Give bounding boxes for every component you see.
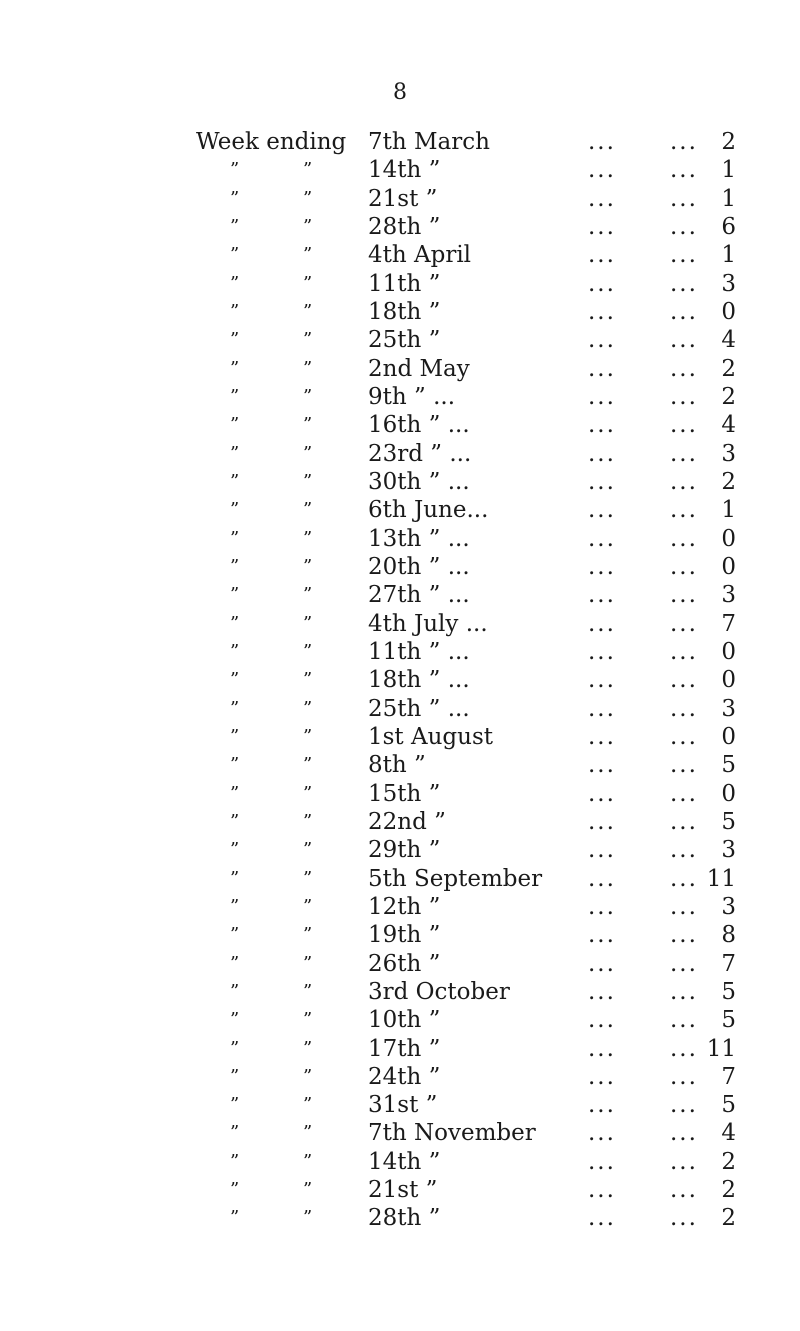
row-count: 5 (721, 752, 736, 779)
ditto-mark: ” (230, 612, 240, 634)
ditto-mark: ” (230, 1094, 240, 1116)
row-date: 28th ” (368, 213, 441, 240)
row-date: 26th ” (368, 950, 441, 977)
dot-leader: ... (588, 1035, 616, 1062)
ditto-mark: ” (303, 555, 313, 577)
ditto-mark: ” (230, 499, 240, 521)
dot-leader: ... (670, 780, 698, 807)
ditto-mark: ” (230, 442, 240, 464)
row-date: 24th ” (368, 1063, 441, 1090)
table-row (0, 950, 800, 978)
table-row (0, 836, 800, 864)
dot-leader: ... (588, 695, 616, 722)
ditto-mark: ” (230, 952, 240, 974)
row-count: 2 (721, 1205, 736, 1232)
row-count: 7 (721, 950, 736, 977)
table-row (0, 525, 800, 553)
dot-leader: ... (670, 270, 698, 297)
table-row (0, 496, 800, 524)
ditto-mark: ” (230, 244, 240, 266)
row-date: 3rd October (368, 978, 510, 1005)
table-row (0, 638, 800, 666)
row-count: 4 (721, 1120, 736, 1147)
table-row (0, 695, 800, 723)
dot-leader: ... (588, 808, 616, 835)
ditto-mark: ” (303, 300, 313, 322)
ditto-mark: ” (303, 215, 313, 237)
table-row (0, 978, 800, 1006)
row-date: 23rd ” ... (368, 440, 472, 467)
row-count: 2 (721, 383, 736, 410)
ditto-mark: ” (303, 414, 313, 436)
dot-leader: ... (670, 298, 698, 325)
row-count: 2 (721, 468, 736, 495)
ditto-mark: ” (303, 1207, 313, 1229)
table-row (0, 1204, 800, 1232)
table-row (0, 241, 800, 269)
row-count: 2 (721, 1148, 736, 1175)
row-date: 4th April (368, 242, 472, 269)
dot-leader: ... (670, 242, 698, 269)
row-count: 4 (721, 412, 736, 439)
ditto-mark: ” (303, 385, 313, 407)
table-row (0, 468, 800, 496)
ditto-mark: ” (230, 669, 240, 691)
dot-leader: ... (588, 752, 616, 779)
table-row (0, 723, 800, 751)
row-date: 12th ” (368, 893, 441, 920)
ditto-mark: ” (230, 1122, 240, 1144)
dot-leader: ... (670, 525, 698, 552)
table-row (0, 440, 800, 468)
ditto-mark: ” (303, 187, 313, 209)
ditto-mark: ” (230, 1009, 240, 1031)
row-count: 0 (721, 553, 736, 580)
dot-leader: ... (670, 1148, 698, 1175)
ditto-mark: ” (230, 159, 240, 181)
dot-leader: ... (588, 298, 616, 325)
dot-leader: ... (670, 893, 698, 920)
dot-leader: ... (588, 780, 616, 807)
ditto-mark: ” (230, 329, 240, 351)
dot-leader: ... (670, 582, 698, 609)
dot-leader: ... (588, 355, 616, 382)
ditto-mark: ” (230, 810, 240, 832)
ditto-mark: ” (230, 895, 240, 917)
ditto-mark: ” (230, 725, 240, 747)
dot-leader: ... (670, 468, 698, 495)
dot-leader: ... (670, 638, 698, 665)
row-date: 19th ” (368, 922, 441, 949)
dot-leader: ... (588, 270, 616, 297)
table-row (0, 326, 800, 354)
row-count: 0 (721, 638, 736, 665)
dot-leader: ... (670, 922, 698, 949)
dot-leader: ... (588, 497, 616, 524)
ditto-mark: ” (303, 1037, 313, 1059)
ditto-mark: ” (230, 1150, 240, 1172)
ditto-mark: ” (230, 215, 240, 237)
ditto-mark: ” (303, 244, 313, 266)
ditto-mark: ” (230, 782, 240, 804)
dot-leader: ... (588, 1007, 616, 1034)
ditto-mark: ” (230, 272, 240, 294)
table-row (0, 355, 800, 383)
row-count: 3 (721, 582, 736, 609)
row-count: 5 (721, 808, 736, 835)
row-count: 7 (721, 610, 736, 637)
dot-leader: ... (588, 837, 616, 864)
row-count: 1 (721, 185, 736, 212)
row-date: 14th ” (368, 1148, 441, 1175)
ditto-mark: ” (230, 385, 240, 407)
dot-leader: ... (670, 327, 698, 354)
dot-leader: ... (588, 383, 616, 410)
table-row (0, 1176, 800, 1204)
weekly-table (0, 128, 800, 1233)
dot-leader: ... (588, 865, 616, 892)
table-row (0, 1119, 800, 1147)
row-date: 18th ” ... (368, 667, 470, 694)
dot-leader: ... (670, 1007, 698, 1034)
row-date: 9th ” ... (368, 383, 456, 410)
row-count: 5 (721, 978, 736, 1005)
dot-leader: ... (588, 1120, 616, 1147)
dot-leader: ... (670, 185, 698, 212)
table-row (0, 411, 800, 439)
table-row (0, 1006, 800, 1034)
table-row (0, 1148, 800, 1176)
row-count: 0 (721, 667, 736, 694)
dot-leader: ... (588, 1092, 616, 1119)
dot-leader: ... (670, 213, 698, 240)
row-date: 1st August (368, 723, 493, 750)
dot-leader: ... (670, 412, 698, 439)
ditto-mark: ” (230, 584, 240, 606)
ditto-mark: ” (303, 1094, 313, 1116)
ditto-mark: ” (303, 980, 313, 1002)
dot-leader: ... (670, 837, 698, 864)
ditto-mark: ” (230, 754, 240, 776)
row-count: 7 (721, 1063, 736, 1090)
row-count: 0 (721, 525, 736, 552)
ditto-mark: ” (303, 1009, 313, 1031)
table-row (0, 270, 800, 298)
dot-leader: ... (670, 1092, 698, 1119)
row-date: 15th ” (368, 780, 441, 807)
row-date: 20th ” ... (368, 553, 470, 580)
ditto-mark: ” (303, 357, 313, 379)
dot-leader: ... (670, 1120, 698, 1147)
row-date: 14th ” (368, 157, 441, 184)
dot-leader: ... (670, 723, 698, 750)
ditto-mark: ” (230, 924, 240, 946)
row-date: 16th ” ... (368, 412, 470, 439)
ditto-mark: ” (303, 442, 313, 464)
table-row (0, 553, 800, 581)
dot-leader: ... (670, 383, 698, 410)
row-count: 3 (721, 270, 736, 297)
ditto-mark: ” (230, 697, 240, 719)
dot-leader: ... (588, 1148, 616, 1175)
table-row (0, 581, 800, 609)
row-count: 5 (721, 1092, 736, 1119)
row-count: 3 (721, 893, 736, 920)
table-row (0, 298, 800, 326)
dot-leader: ... (588, 242, 616, 269)
dot-leader: ... (588, 723, 616, 750)
row-date: 7th November (368, 1120, 536, 1147)
row-date: 27th ” ... (368, 582, 470, 609)
ditto-mark: ” (230, 357, 240, 379)
ditto-mark: ” (303, 329, 313, 351)
ditto-mark: ” (303, 867, 313, 889)
row-count: 11 (706, 865, 736, 892)
row-date: 6th June... (368, 497, 489, 524)
dot-leader: ... (670, 1035, 698, 1062)
dot-leader: ... (588, 412, 616, 439)
dot-leader: ... (670, 695, 698, 722)
dot-leader: ... (588, 440, 616, 467)
table-row (0, 128, 800, 156)
table-row (0, 808, 800, 836)
ditto-mark: ” (230, 1179, 240, 1201)
ditto-mark: ” (303, 725, 313, 747)
row-date: 28th ” (368, 1205, 441, 1232)
table-row (0, 1035, 800, 1063)
dot-leader: ... (588, 129, 616, 155)
row-date: 21st ” (368, 1177, 438, 1204)
dot-leader: ... (670, 553, 698, 580)
row-date: 18th ” (368, 298, 441, 325)
ditto-mark: ” (303, 669, 313, 691)
dot-leader: ... (670, 1177, 698, 1204)
row-date: 13th ” ... (368, 525, 470, 552)
table-row (0, 780, 800, 808)
ditto-mark: ” (230, 555, 240, 577)
row-count: 8 (721, 922, 736, 949)
ditto-mark: ” (303, 1122, 313, 1144)
table-row (0, 185, 800, 213)
ditto-mark: ” (230, 980, 240, 1002)
dot-leader: ... (670, 129, 698, 155)
row-count: 0 (721, 298, 736, 325)
page-number: 8 (393, 80, 407, 105)
row-date: 4th July ... (368, 610, 488, 637)
ditto-mark: ” (303, 1065, 313, 1087)
ditto-mark: ” (303, 810, 313, 832)
row-date: 21st ” (368, 185, 438, 212)
row-count: 1 (721, 242, 736, 269)
dot-leader: ... (588, 213, 616, 240)
dot-leader: ... (588, 185, 616, 212)
table-row (0, 921, 800, 949)
row-date: 11th ” (368, 270, 441, 297)
ditto-mark: ” (230, 839, 240, 861)
dot-leader: ... (588, 950, 616, 977)
dot-leader: ... (588, 922, 616, 949)
row-count: 2 (721, 1177, 736, 1204)
dot-leader: ... (670, 950, 698, 977)
dot-leader: ... (670, 157, 698, 184)
dot-leader: ... (588, 1063, 616, 1090)
row-date: 25th ” (368, 327, 441, 354)
ditto-mark: ” (303, 159, 313, 181)
ditto-mark: ” (303, 895, 313, 917)
row-date: 25th ” ... (368, 695, 470, 722)
ditto-mark: ” (230, 470, 240, 492)
dot-leader: ... (670, 1063, 698, 1090)
table-row (0, 383, 800, 411)
row-count: 6 (721, 213, 736, 240)
dot-leader: ... (670, 497, 698, 524)
dot-leader: ... (588, 667, 616, 694)
row-date: 8th ” (368, 752, 426, 779)
ditto-mark: ” (303, 1179, 313, 1201)
dot-leader: ... (588, 553, 616, 580)
row-date: 11th ” ... (368, 638, 470, 665)
ditto-mark: ” (303, 584, 313, 606)
dot-leader: ... (588, 1205, 616, 1232)
dot-leader: ... (670, 808, 698, 835)
row-date: 5th September (368, 865, 543, 892)
table-row (0, 751, 800, 779)
dot-leader: ... (588, 978, 616, 1005)
ditto-mark: ” (230, 300, 240, 322)
dot-leader: ... (670, 355, 698, 382)
ditto-mark: ” (303, 612, 313, 634)
row-date: 30th ” ... (368, 468, 470, 495)
dot-leader: ... (588, 525, 616, 552)
dot-leader: ... (670, 610, 698, 637)
ditto-mark: ” (230, 527, 240, 549)
ditto-mark: ” (230, 414, 240, 436)
ditto-mark: ” (303, 272, 313, 294)
ditto-mark: ” (230, 187, 240, 209)
row-date: 29th ” (368, 837, 441, 864)
ditto-mark: ” (303, 952, 313, 974)
ditto-mark: ” (230, 640, 240, 662)
dot-leader: ... (670, 978, 698, 1005)
dot-leader: ... (588, 638, 616, 665)
ditto-mark: ” (303, 470, 313, 492)
row-count: 0 (721, 780, 736, 807)
table-row (0, 213, 800, 241)
row-count: 4 (721, 327, 736, 354)
dot-leader: ... (670, 1205, 698, 1232)
table-row (0, 1063, 800, 1091)
ditto-mark: ” (303, 1150, 313, 1172)
row-date: 7th March (368, 129, 490, 155)
row-count: 2 (721, 129, 736, 155)
week-ending-label: Week ending (196, 129, 347, 155)
ditto-mark: ” (303, 527, 313, 549)
ditto-mark: ” (303, 697, 313, 719)
dot-leader: ... (588, 1177, 616, 1204)
ditto-mark: ” (303, 754, 313, 776)
ditto-mark: ” (230, 867, 240, 889)
dot-leader: ... (588, 157, 616, 184)
dot-leader: ... (670, 440, 698, 467)
dot-leader: ... (588, 893, 616, 920)
row-date: 10th ” (368, 1007, 441, 1034)
ditto-mark: ” (230, 1207, 240, 1229)
ditto-mark: ” (303, 924, 313, 946)
ditto-mark: ” (303, 782, 313, 804)
dot-leader: ... (588, 468, 616, 495)
row-count: 5 (721, 1007, 736, 1034)
row-count: 0 (721, 723, 736, 750)
row-date: 2nd May (368, 355, 470, 382)
dot-leader: ... (670, 865, 698, 892)
row-date: 31st ” (368, 1092, 438, 1119)
dot-leader: ... (670, 667, 698, 694)
row-count: 3 (721, 695, 736, 722)
row-count: 3 (721, 440, 736, 467)
row-count: 11 (706, 1035, 736, 1062)
dot-leader: ... (670, 752, 698, 779)
dot-leader: ... (588, 582, 616, 609)
table-row (0, 156, 800, 184)
row-date: 22nd ” (368, 808, 446, 835)
ditto-mark: ” (303, 499, 313, 521)
table-row (0, 666, 800, 694)
ditto-mark: ” (230, 1065, 240, 1087)
dot-leader: ... (588, 327, 616, 354)
table-row (0, 865, 800, 893)
ditto-mark: ” (303, 839, 313, 861)
row-count: 1 (721, 497, 736, 524)
table-row (0, 610, 800, 638)
row-date: 17th ” (368, 1035, 441, 1062)
table-row (0, 893, 800, 921)
row-count: 3 (721, 837, 736, 864)
ditto-mark: ” (303, 640, 313, 662)
row-count: 1 (721, 157, 736, 184)
row-count: 2 (721, 355, 736, 382)
dot-leader: ... (588, 610, 616, 637)
table-row (0, 1091, 800, 1119)
ditto-mark: ” (230, 1037, 240, 1059)
